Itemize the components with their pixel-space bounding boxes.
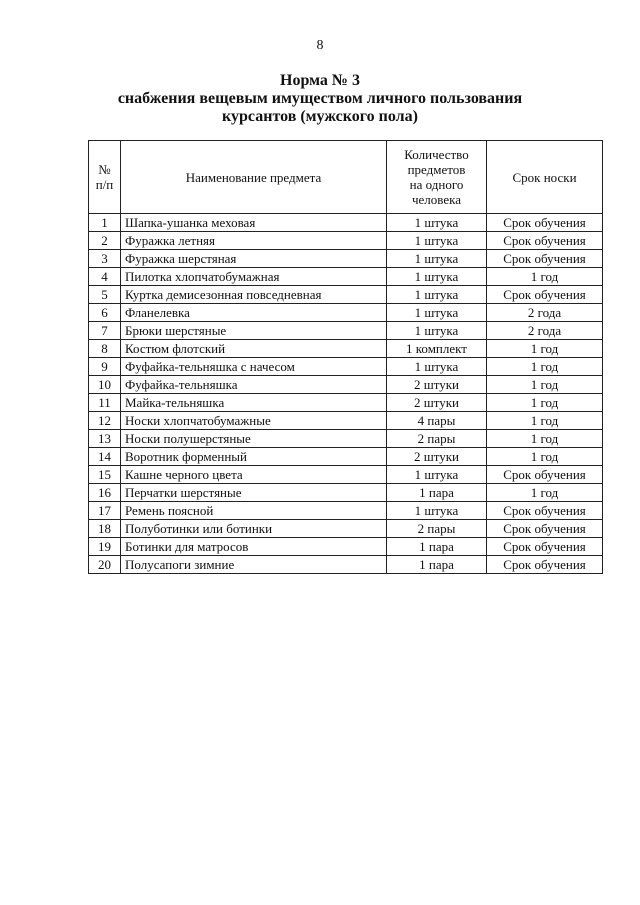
cell-name: Фуражка летняя xyxy=(121,232,387,250)
cell-name: Шапка-ушанка меховая xyxy=(121,214,387,232)
table-row xyxy=(89,286,603,304)
cell-qty: 2 пары xyxy=(387,430,487,448)
table-row xyxy=(89,412,603,430)
table-row xyxy=(89,430,603,448)
cell-name: Воротник форменный xyxy=(121,448,387,466)
table-row xyxy=(89,376,603,394)
cell-name: Фуфайка-тельняшка xyxy=(121,376,387,394)
cell-num: 10 xyxy=(89,376,121,394)
cell-qty: 1 штука xyxy=(387,358,487,376)
cell-name: Костюм флотский xyxy=(121,340,387,358)
table-row xyxy=(89,358,603,376)
header-num: № п/п xyxy=(89,141,121,214)
cell-name: Майка-тельняшка xyxy=(121,394,387,412)
cell-term: Срок обучения xyxy=(487,250,603,268)
table-row xyxy=(89,556,603,574)
cell-num: 16 xyxy=(89,484,121,502)
cell-qty: 1 пара xyxy=(387,556,487,574)
cell-num: 17 xyxy=(89,502,121,520)
cell-num: 12 xyxy=(89,412,121,430)
cell-qty: 1 комплект xyxy=(387,340,487,358)
cell-num: 20 xyxy=(89,556,121,574)
table-row xyxy=(89,322,603,340)
cell-name: Носки хлопчатобумажные xyxy=(121,412,387,430)
cell-term: 1 год xyxy=(487,430,603,448)
cell-num: 1 xyxy=(89,214,121,232)
cell-qty: 1 пара xyxy=(387,538,487,556)
cell-num: 2 xyxy=(89,232,121,250)
cell-name: Перчатки шерстяные xyxy=(121,484,387,502)
cell-qty: 1 штука xyxy=(387,232,487,250)
cell-name: Кашне черного цвета xyxy=(121,466,387,484)
header-qty: Количество предметов на одного человека xyxy=(387,141,487,214)
cell-name: Полуботинки или ботинки xyxy=(121,520,387,538)
table-row xyxy=(89,304,603,322)
cell-name: Куртка демисезонная повседневная xyxy=(121,286,387,304)
cell-term: 2 года xyxy=(487,304,603,322)
cell-qty: 1 штука xyxy=(387,502,487,520)
cell-name: Ремень поясной xyxy=(121,502,387,520)
cell-name: Полусапоги зимние xyxy=(121,556,387,574)
document-title xyxy=(0,72,640,126)
cell-qty: 2 пары xyxy=(387,520,487,538)
cell-term: 1 год xyxy=(487,358,603,376)
table-row xyxy=(89,214,603,232)
table-row xyxy=(89,268,603,286)
cell-num: 4 xyxy=(89,268,121,286)
cell-name: Пилотка хлопчатобумажная xyxy=(121,268,387,286)
cell-term: 2 года xyxy=(487,322,603,340)
page-number: 8 xyxy=(316,38,324,53)
title-line-1: Норма № 3 xyxy=(280,72,360,89)
cell-term: 1 год xyxy=(487,448,603,466)
cell-qty: 1 штука xyxy=(387,466,487,484)
cell-term: Срок обучения xyxy=(487,538,603,556)
cell-qty: 4 пары xyxy=(387,412,487,430)
header-term: Срок носки xyxy=(487,141,603,214)
cell-name: Носки полушерстяные xyxy=(121,430,387,448)
cell-name: Фуфайка-тельняшка с начесом xyxy=(121,358,387,376)
title-line-2: снабжения вещевым имуществом личного пользования xyxy=(117,90,523,107)
cell-num: 18 xyxy=(89,520,121,538)
cell-term: Срок обучения xyxy=(487,232,603,250)
cell-qty: 1 штука xyxy=(387,322,487,340)
cell-qty: 2 штуки xyxy=(387,376,487,394)
cell-num: 14 xyxy=(89,448,121,466)
table-row xyxy=(89,340,603,358)
table-row xyxy=(89,250,603,268)
cell-term: Срок обучения xyxy=(487,286,603,304)
cell-term: Срок обучения xyxy=(487,466,603,484)
supply-norm-table xyxy=(88,140,603,574)
table-row xyxy=(89,394,603,412)
cell-qty: 1 штука xyxy=(387,214,487,232)
cell-term: Срок обучения xyxy=(487,214,603,232)
table-header-row xyxy=(89,141,603,214)
table-row xyxy=(89,484,603,502)
cell-num: 19 xyxy=(89,538,121,556)
table-row xyxy=(89,520,603,538)
cell-qty: 2 штуки xyxy=(387,394,487,412)
cell-name: Ботинки для матросов xyxy=(121,538,387,556)
cell-num: 7 xyxy=(89,322,121,340)
cell-term: 1 год xyxy=(487,340,603,358)
cell-num: 5 xyxy=(89,286,121,304)
cell-qty: 1 штука xyxy=(387,286,487,304)
table-row xyxy=(89,232,603,250)
table-row xyxy=(89,538,603,556)
cell-num: 15 xyxy=(89,466,121,484)
cell-qty: 2 штуки xyxy=(387,448,487,466)
cell-term: Срок обучения xyxy=(487,502,603,520)
cell-name: Брюки шерстяные xyxy=(121,322,387,340)
cell-term: 1 год xyxy=(487,376,603,394)
table-row xyxy=(89,502,603,520)
cell-term: Срок обучения xyxy=(487,520,603,538)
title-line-3: курсантов (мужского пола) xyxy=(222,108,418,125)
cell-num: 9 xyxy=(89,358,121,376)
cell-num: 6 xyxy=(89,304,121,322)
cell-qty: 1 штука xyxy=(387,250,487,268)
cell-num: 11 xyxy=(89,394,121,412)
cell-qty: 1 штука xyxy=(387,268,487,286)
cell-qty: 1 штука xyxy=(387,304,487,322)
table-row xyxy=(89,448,603,466)
cell-num: 3 xyxy=(89,250,121,268)
cell-term: 1 год xyxy=(487,268,603,286)
cell-term: Срок обучения xyxy=(487,556,603,574)
cell-qty: 1 пара xyxy=(387,484,487,502)
cell-term: 1 год xyxy=(487,412,603,430)
cell-name: Фуражка шерстяная xyxy=(121,250,387,268)
cell-term: 1 год xyxy=(487,394,603,412)
cell-num: 13 xyxy=(89,430,121,448)
table-row xyxy=(89,466,603,484)
cell-num: 8 xyxy=(89,340,121,358)
cell-term: 1 год xyxy=(487,484,603,502)
cell-name: Фланелевка xyxy=(121,304,387,322)
header-name: Наименование предмета xyxy=(121,141,387,214)
